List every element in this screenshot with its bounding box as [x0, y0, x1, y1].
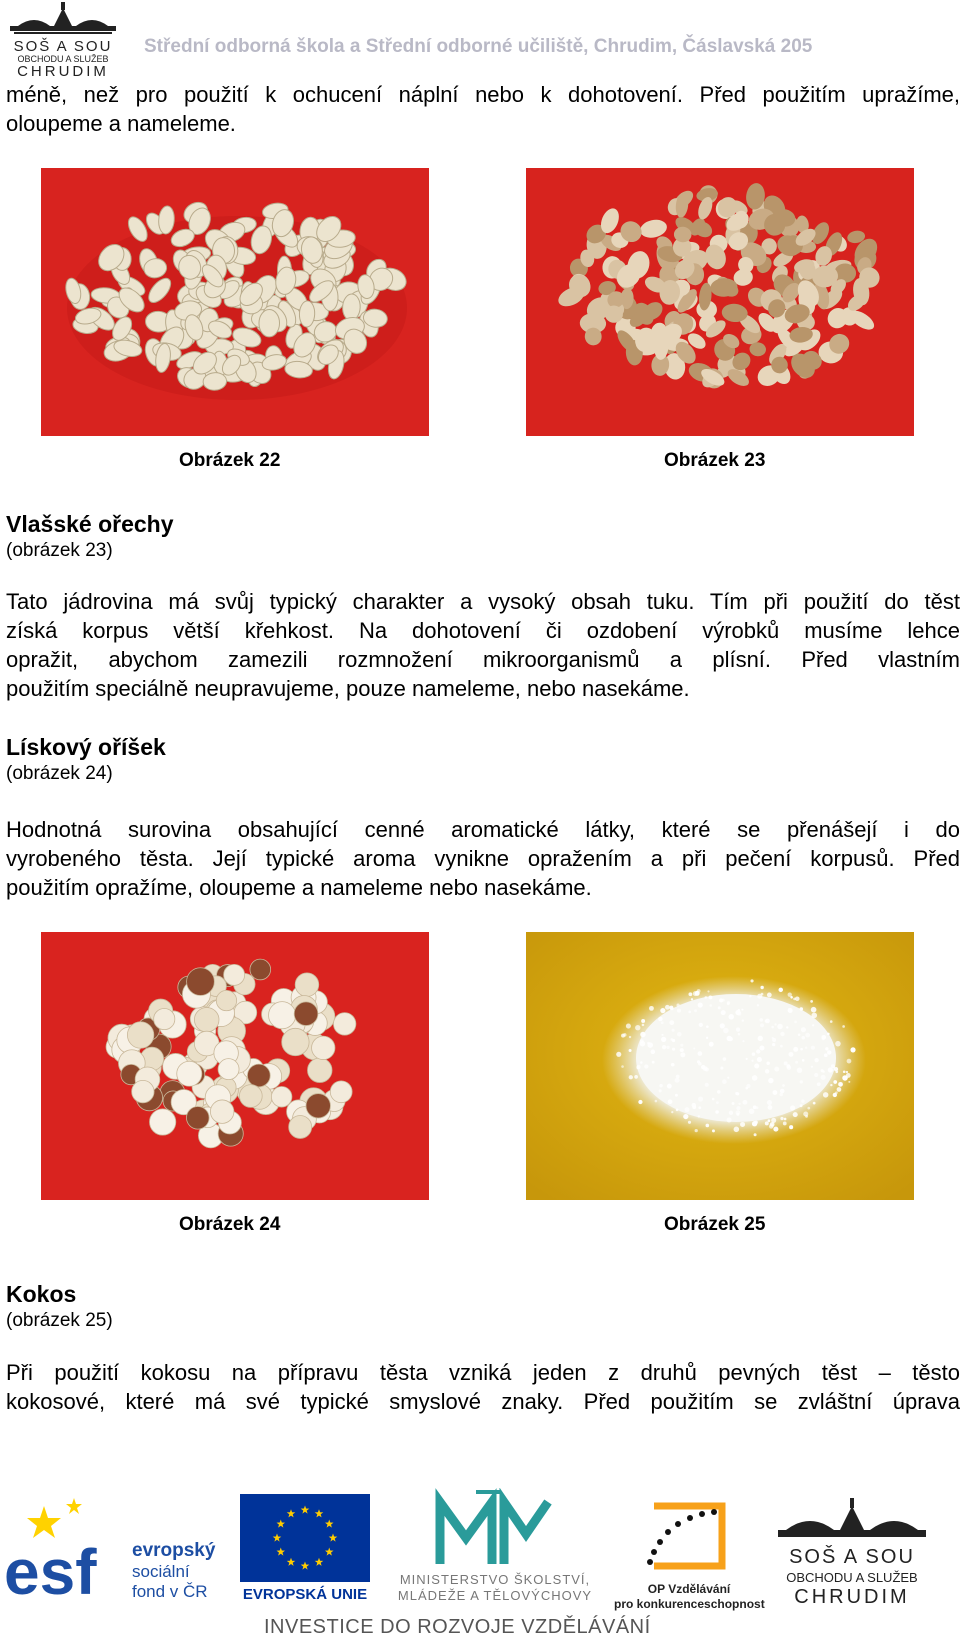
- photo-hazelnuts: [41, 932, 429, 1200]
- intro-line-2: oloupeme a nameleme.: [6, 111, 236, 136]
- msmt-line-2: MLÁDEŽE A TĚLOVÝCHOVY: [397, 1588, 593, 1603]
- msmt-line-1: MINISTERSTVO ŠKOLSTVÍ,: [399, 1572, 591, 1587]
- op-line-2: pro konkurenceschopnost: [614, 1597, 765, 1611]
- castle-icon: [4, 2, 122, 40]
- esf-line-2: sociální: [132, 1562, 190, 1581]
- op-icon: [614, 1492, 764, 1580]
- walnuts-line-3: opražit, abychom zamezili rozmnožení mikroorganismů a plísní. Před vlastním: [6, 647, 960, 672]
- hazelnut-paragraph: [6, 815, 960, 902]
- logo-line-3: CHRUDIM: [17, 63, 109, 80]
- eu-label: EVROPSKÁ UNIE: [242, 1586, 368, 1603]
- ref-coconut: (obrázek 25): [6, 1310, 113, 1331]
- sos-footer-logo: [772, 1498, 932, 1618]
- esf-logo: [4, 1494, 232, 1604]
- msmt-logo: [380, 1488, 610, 1608]
- walnuts-paragraph: [6, 587, 960, 703]
- school-logo: [4, 2, 122, 82]
- heading-hazelnut: Lískový oříšek: [6, 734, 166, 760]
- coconut-line-2: kokosové, které má své typické smyslové znaky. Před použitím se zvláštní úprava: [6, 1389, 960, 1414]
- photo-walnuts: [526, 168, 914, 436]
- sos-footer-line-2: OBCHODU A SLUŽEB: [786, 1570, 918, 1585]
- msmt-icon: [380, 1488, 610, 1568]
- walnuts-line-4: použitím speciálně neupravujeme, pouze nameleme, nebo nasekáme.: [6, 676, 690, 701]
- logo-line-2: OBCHODU A SLUŽEB: [17, 54, 109, 64]
- heading-coconut: Kokos: [6, 1281, 77, 1307]
- intro-paragraph: [6, 80, 960, 138]
- footer-slogan: INVESTICE DO ROZVOJE VZDĚLÁVÁNÍ: [264, 1616, 651, 1638]
- caption-fig25: Obrázek 25: [664, 1214, 766, 1235]
- intro-line-1: méně, než pro použití k ochucení náplní nebo k dohotovení. Před použitím upražíme,: [6, 82, 960, 107]
- caption-fig22: Obrázek 22: [179, 450, 281, 471]
- caption-fig23: Obrázek 23: [664, 450, 766, 471]
- heading-walnuts: Vlašské ořechy: [6, 511, 174, 537]
- logo-line-1: SOŠ A SOU: [13, 38, 113, 55]
- eu-flag-icon: [240, 1494, 370, 1582]
- svg-text:esf: esf: [4, 1536, 97, 1604]
- op-line-1: OP Vzdělávání: [647, 1582, 731, 1596]
- hazelnut-line-3: použitím opražíme, oloupeme a nameleme nebo nasekáme.: [6, 875, 592, 900]
- coconut-paragraph: [6, 1358, 960, 1416]
- photo-peanuts: [41, 168, 429, 436]
- walnuts-line-1: Tato jádrovina má svůj typický charakter a vysoký obsah tuku. Tím při použití do těst: [6, 589, 960, 614]
- ref-hazelnut: (obrázek 24): [6, 763, 113, 784]
- sos-footer-line-3: CHRUDIM: [794, 1586, 910, 1608]
- sos-footer-line-1: SOŠ A SOU: [789, 1546, 915, 1568]
- photo-coconut: [526, 932, 914, 1200]
- op-logo: [614, 1492, 764, 1612]
- caption-fig24: Obrázek 24: [179, 1214, 281, 1235]
- eu-logo: [240, 1494, 370, 1604]
- esf-icon: [4, 1494, 124, 1604]
- castle-icon: [772, 1498, 932, 1544]
- esf-line-1: evropský: [132, 1540, 216, 1561]
- hazelnut-line-2: vyrobeného těsta. Její typické aroma vynikne opražením a při pečení korpusů. Před: [6, 846, 960, 871]
- hazelnut-line-1: Hodnotná surovina obsahující cenné aromatické látky, které se přenášejí i do: [6, 817, 960, 842]
- ref-walnuts: (obrázek 23): [6, 540, 113, 561]
- header-school-name: Střední odborná škola a Střední odborné učiliště, Chrudim, Čáslavská 205: [144, 36, 813, 57]
- coconut-line-1: Při použití kokosu na přípravu těsta vzniká jeden z druhů pevných těst – těsto: [6, 1360, 960, 1385]
- walnuts-line-2: získá korpus větší křehkost. Na dohotovení či ozdobení výrobků musíme lehce: [6, 618, 960, 643]
- esf-line-3: fond v ČR: [132, 1582, 208, 1601]
- footer-logos: [0, 1488, 960, 1648]
